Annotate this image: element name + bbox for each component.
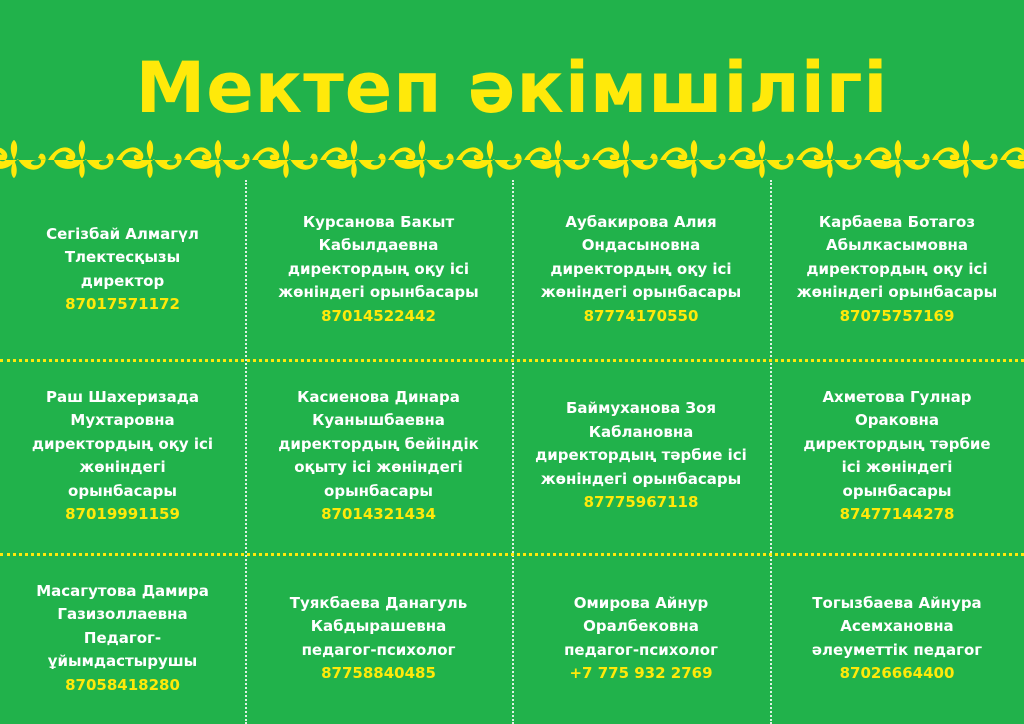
ornament-leaf — [351, 140, 357, 178]
staff-text-line: орынбасары — [842, 481, 952, 500]
staff-text-line: Тлектесқызы — [64, 248, 181, 266]
staff-text-line: орынбасары — [68, 481, 177, 500]
staff-text-line: педагог-психолог — [301, 640, 456, 659]
staff-text-line: Раш Шахеризада — [45, 387, 200, 406]
phone-number: +7 775 932 2769 — [569, 664, 713, 682]
staff-text-line: директордың бейіндік — [278, 434, 479, 453]
ornament-leaf — [963, 140, 969, 178]
staff-text-line: Масагутова Дамира — [36, 581, 209, 600]
ornament-leaf — [827, 140, 833, 178]
staff-text-line: жөніндегі орынбасары — [278, 283, 479, 302]
staff-text-line: ұйымдастырушы — [47, 652, 198, 671]
ornament-leaf — [79, 140, 85, 178]
staff-text-line: жөніндегі орынбасары — [796, 283, 998, 302]
staff-text-line: Мухтаровна — [70, 411, 175, 429]
staff-card — [770, 180, 1024, 359]
staff-text-line: жөніндегі — [79, 458, 166, 476]
staff-text-line: жөніндегі орынбасары — [540, 469, 742, 488]
ornament-motif — [0, 147, 48, 169]
ornament-leaf — [147, 140, 153, 178]
staff-card — [245, 180, 512, 359]
ornament-leaf — [555, 140, 561, 178]
ornament-leaf — [895, 140, 901, 178]
ornament-leaf — [691, 140, 697, 178]
ornament-leaf — [623, 140, 629, 178]
page-title: Мектеп әкімшілігі — [135, 47, 889, 129]
staff-text-line: Тогызбаева Айнура — [812, 593, 982, 612]
staff-text-line: Ахметова Гулнар — [822, 387, 972, 406]
staff-text-line: Карбаева Ботагоз — [818, 212, 976, 231]
staff-text-line: Курсанова Бакыт — [302, 212, 455, 231]
staff-card — [770, 553, 1024, 724]
staff-text-line: әлеуметтік педагог — [811, 640, 983, 659]
staff-text-line: директордың тәрбие — [803, 434, 991, 453]
ornament-motif — [1000, 147, 1024, 169]
staff-text-line: Газизоллаевна — [57, 605, 188, 624]
staff-text-line: директор — [80, 271, 165, 290]
staff-text-line: директордың оқу ісі — [31, 434, 214, 453]
staff-text-line: Омирова Айнур — [573, 593, 709, 612]
staff-text-line: Кабдырашевна — [310, 617, 447, 635]
ornament-leaf — [759, 140, 765, 178]
staff-text-line: Кабылдаевна — [318, 236, 439, 255]
staff-card — [0, 359, 245, 553]
phone-number: 87019991159 — [65, 505, 180, 523]
staff-text-line: Касиенова Динара — [297, 387, 460, 406]
staff-card — [245, 553, 512, 724]
staff-text-line: Баймуханова Зоя — [566, 399, 716, 418]
phone-number: 87026664400 — [839, 664, 955, 682]
phone-number: 87758840485 — [321, 664, 436, 682]
staff-text-line: директордың оқу ісі — [550, 259, 732, 278]
staff-card — [245, 359, 512, 553]
staff-card — [512, 180, 770, 359]
staff-text-line: Куанышбаевна — [312, 411, 445, 429]
staff-text-line: Педагог- — [83, 628, 162, 647]
staff-card — [512, 359, 770, 553]
ornament-leaf — [419, 140, 425, 178]
phone-number: 87017571172 — [65, 295, 180, 313]
staff-text-line: педагог-психолог — [564, 640, 718, 659]
staff-text-line: Сегізбай Алмагүл — [46, 224, 199, 243]
staff-text-line: Аубакирова Алия — [565, 212, 717, 231]
staff-card — [0, 553, 245, 724]
phone-number: 87774170550 — [583, 306, 699, 325]
phone-number: 87775967118 — [583, 493, 699, 512]
phone-number: 87014522442 — [321, 306, 436, 325]
phone-number: 87014321434 — [321, 505, 436, 523]
staff-text-line: орынбасары — [324, 481, 433, 500]
phone-number: 87075757169 — [839, 306, 955, 325]
staff-text-line: Оралбековна — [583, 617, 699, 635]
staff-card — [770, 359, 1024, 553]
ornament-leaf — [487, 140, 493, 178]
phone-number: 87058418280 — [65, 675, 180, 694]
staff-text-line: Туякбаева Данагуль — [289, 593, 468, 612]
ornament-border — [0, 138, 1024, 180]
staff-text-line: Абылкасымовна — [826, 236, 968, 255]
staff-text-line: директордың оқу ісі — [287, 259, 470, 278]
ornament-leaf — [215, 140, 221, 178]
phone-number: 87477144278 — [839, 505, 955, 523]
staff-card — [0, 180, 245, 359]
staff-text-line: жөніндегі орынбасары — [540, 283, 742, 302]
staff-text-line: Каблановна — [588, 422, 694, 441]
staff-card — [512, 553, 770, 724]
staff-text-line: ісі жөніндегі — [841, 458, 953, 476]
staff-text-line: Ондасыновна — [581, 236, 701, 255]
staff-text-line: Ораковна — [854, 411, 940, 429]
ornament-leaf — [283, 140, 289, 178]
staff-text-line: директордың оқу ісі — [806, 259, 988, 278]
staff-text-line: оқыту ісі жөніндегі — [294, 458, 463, 476]
staff-text-line: Асемхановна — [840, 617, 954, 635]
staff-text-line: директордың тәрбие ісі — [535, 446, 747, 465]
ornament-leaf — [11, 140, 17, 178]
